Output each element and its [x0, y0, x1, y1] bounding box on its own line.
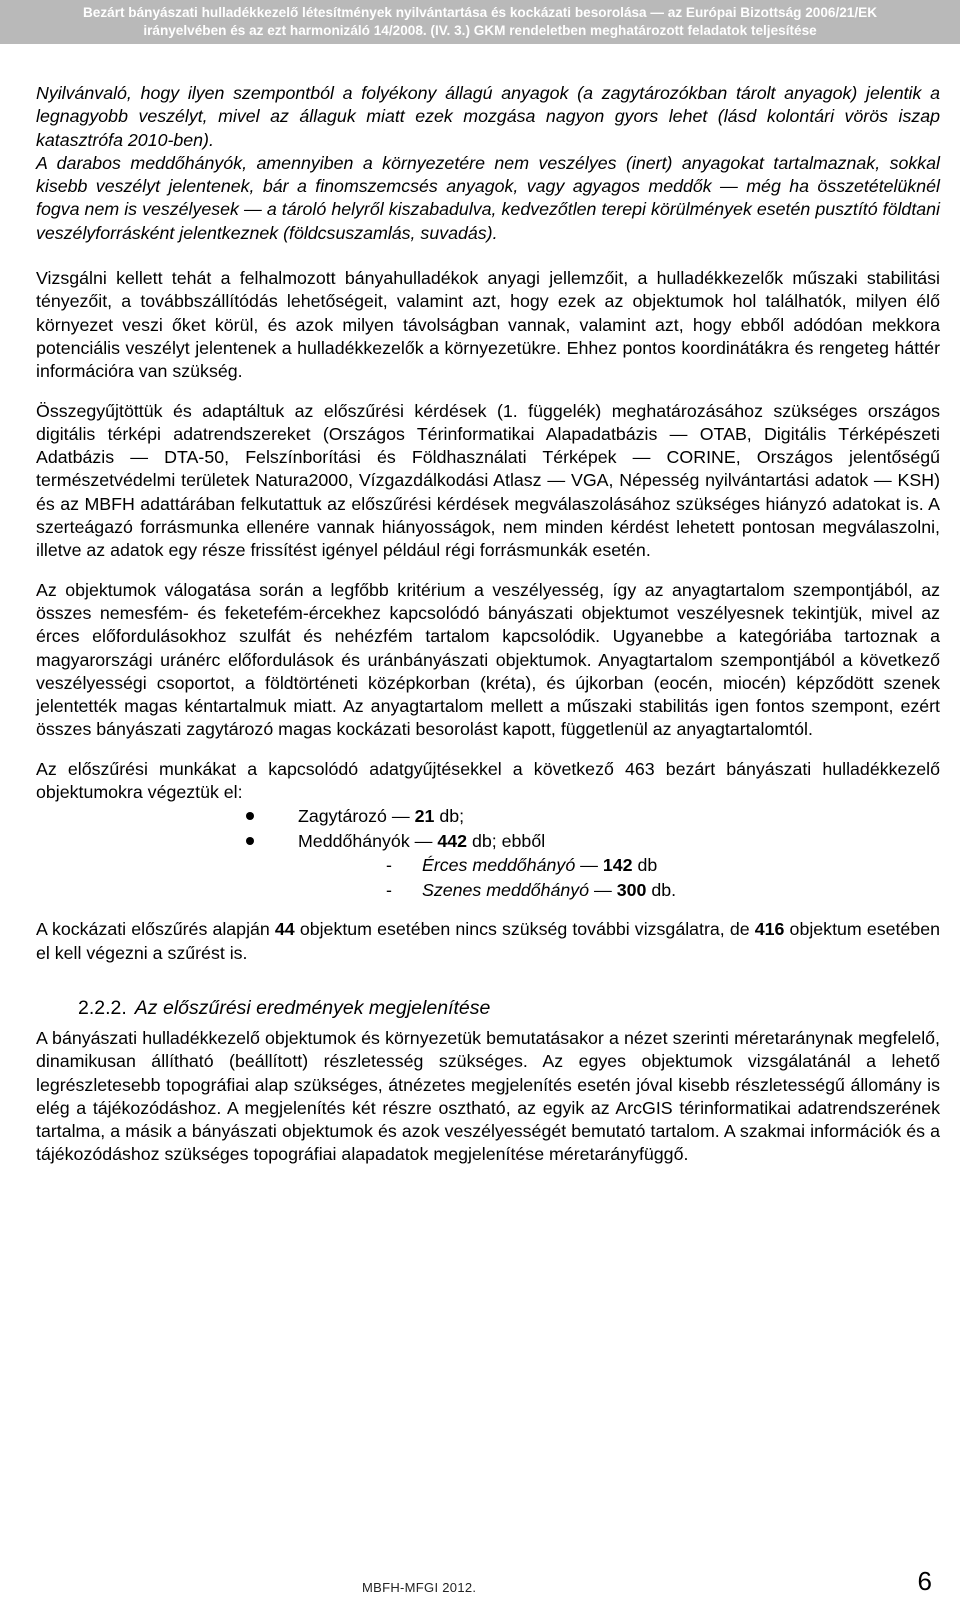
italic-paragraph-2: A darabos meddőhányók, amennyiben a környezetére nem veszélyes (inert) anyagokat tartalmaznak, sokkal kisebb veszélyt jelentenek, bár a finomszemcsés anyagok, vagy agyagos meddők — még ha összetételüknél fogva nem is veszélyesek — a tároló helyről kiszabadulva, kedvezőtlen terepi körülmények esetén pusztító földtani veszélyforrásként jelentkeznek (földcsuszamlás, suvadás). — [36, 152, 940, 243]
italic-paragraph-1: Nyilvánvaló, hogy ilyen szempontból a folyékony állagú anyagok (a zagytározókban tárolt anyagok) jelentik a legnagyobb veszélyt, mivel az állaguk miatt ezek mozgása nagyon gyors lehet (lásd kolontári vörös iszap katasztrófa 2010-ben). — [36, 83, 940, 150]
footer-organization: MBFH-MFGI 2012. — [362, 1580, 477, 1595]
header-line-1: Bezárt bányászati hulladékkezelő létesítmények nyilvántartása és kockázati besorolása — az Európai Bizottság 2006/21/EK — [82, 5, 878, 20]
sub-item-erces: - Érces meddőhányó — 142 db — [36, 853, 940, 878]
dash-icon: - — [386, 855, 392, 876]
header-line-2: irányelvében és az ezt harmonizáló 14/2008. (IV. 3.) GKM rendeletben meghatározott feladatok teljesítése — [143, 23, 817, 38]
page-number: 6 — [917, 1566, 932, 1596]
section-number: 2.2.2. — [78, 996, 127, 1019]
document-header — [0, 0, 960, 44]
paragraph-3: Az objektumok válogatása során a legfőbb kritérium a veszélyesség, így az anyagtartalom szempontjából, az összes nemesfém- és feketefém-ércekhez kapcsolódó bányászati objektumot veszélyesnek tekintjük, mivel az érces előfordulásokhoz szulfát és nehézfém tartalom kapcsolódik. Ugyanebbe a kategóriába tartoznak a magyarországi uránérc előfordulások és uránbányászati objektumok. Anyagtartalom szempontjából a következő veszélyességi csoportot, a földtörténeti középkorban (kréta), és újkorban (eocén, miocén) képződött szenek jelentették magas kéntartalmuk miatt. Az anyagtartalom mellett a műszaki stabilitás igen fontos szempont, ezért összes bányászati zagytározó magas kockázati besorolást kapott, függetlenül az anyagtartalomtól. — [36, 579, 940, 740]
section-paragraph: A bányászati hulladékkezelő objektumok és környezetük bemutatásakor a nézet szerinti méretaránynak megfelelő, dinamikusan állítható (beállított) részletesség szükséges. Az egyes objektumok vizsgálatánál a lehető legrészletesebb topográfiai alap szükséges, átnézetes megjelenítés esetén jóval kisebb részletességű állomány is elég a tájékozódáshoz. A megjelenítés két részre osztható, az egyik az ArcGIS térinformatikai adatrendszerének tartalma, a másik a bányászati objektumok és azok veszélyességét bemutató tartalom. A szakmai információk és a tájékozódáshoz szükséges topográfiai alapadatok megjelenítése méretarányfüggő. — [36, 1027, 940, 1165]
document-body — [36, 82, 940, 1167]
list-item-meddohanyok: Meddőhányók — 442 db; ebből — [36, 829, 940, 854]
paragraph-1: Vizsgálni kellett tehát a felhalmozott bányahulladékok anyagi jellemzőit, a hulladékkezelők műszaki stabilitási tényezőit, a továbbszállítódás lehetőségeit, valamint azt, hogy ezek az objektumok hol találhatók, milyen élő környezet veszi őket körül, és azok milyen távolságban vannak, valamint azt, hogy ebből adódóan mekkora potenciális veszélyt jelentenek a hulladékkezelők a környezetükre. Ehhez pontos koordinátákra és rengeteg háttér információra van szükség. — [36, 268, 940, 382]
paragraph-2: Összegyűjtöttük és adaptáltuk az előszűrési kérdések (1. függelék) meghatározásához szükséges országos digitális térképi adatrendszereket (Országos Térinformatikai Alapadatbázis — OTAB, Digitális Térképészeti Adatbázis — DTA-50, Felszínborítási és Földhasználati Térképek — CORINE, Országos jelentőségű természetvédelmi területek Natura2000, Vízgazdálkodási Atlasz — VGA, Népesség nyilvántartási adatok — KSH) és az MBFH adattárában felkutattuk az előszűrési kérdések megválaszolásához szükséges hiányzó adatokat is. A szerteágazó forrásmunka ellenére vannak hiányosságok, nem minden kérdést lehetett pontosan megválaszolni, illetve az adatok egy része frissítést igényel például régi forrásmunkák esetén. — [36, 400, 940, 561]
dash-icon: - — [386, 879, 392, 900]
list-item-zagytarozo: Zagytározó — 21 db; — [36, 804, 940, 829]
bullet-icon — [246, 812, 254, 820]
sub-item-szenes: - Szenes meddőhányó — 300 db. — [36, 878, 940, 903]
object-list — [36, 804, 940, 853]
bullet-icon — [246, 837, 254, 845]
sub-list — [36, 853, 940, 902]
italic-quote — [36, 82, 940, 245]
section-heading — [78, 995, 940, 1021]
section-title: Az előszűrési eredmények megjelenítése — [134, 996, 491, 1019]
paragraph-4: Az előszűrési munkákat a kapcsolódó adatgyűjtésekkel a következő 463 bezárt bányászati hulladékkezelő objektumokra végeztük el: — [36, 758, 940, 803]
result-paragraph: A kockázati előszűrés alapján 44 objektum esetében nincs szükség további vizsgálatra, de 416 objektum esetében el kell végezni a szűrést is. — [36, 919, 940, 963]
